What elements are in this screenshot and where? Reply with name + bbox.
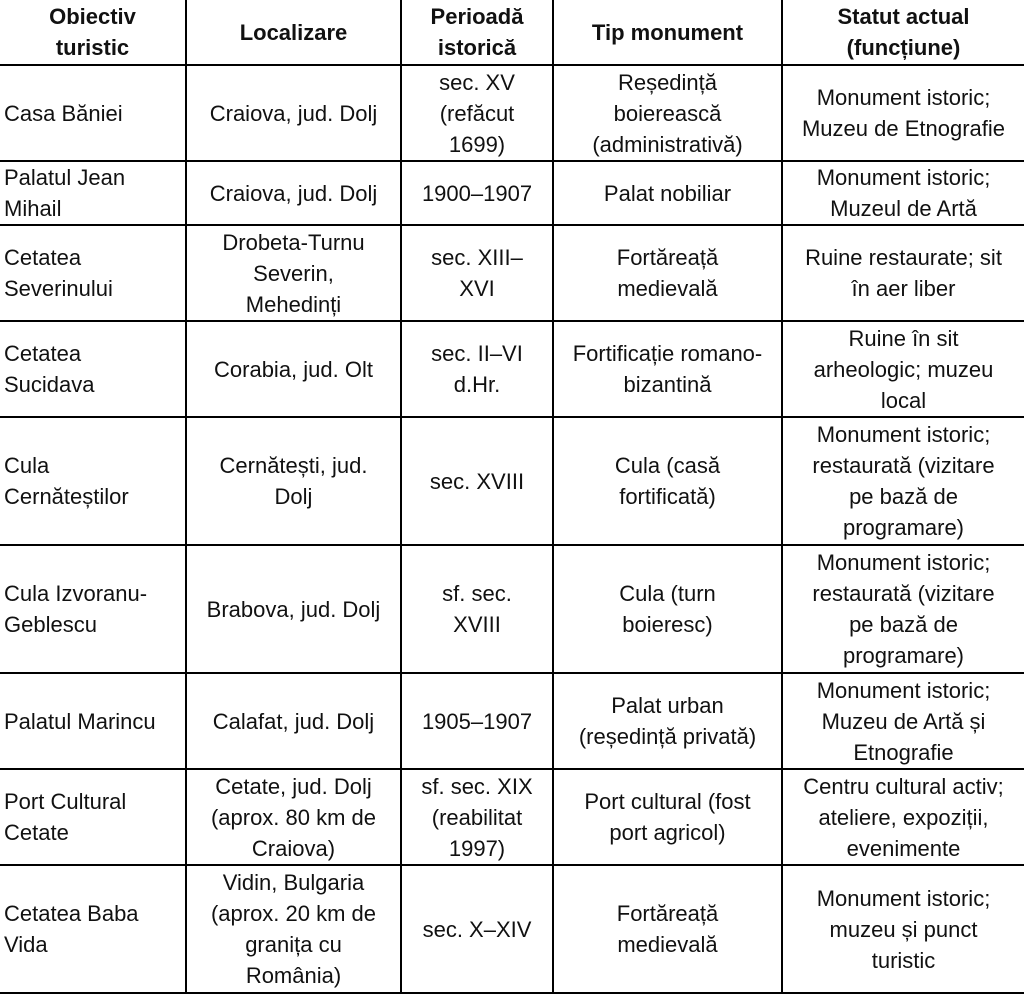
- cell-tip: Reședință boierească (administrativă): [553, 65, 782, 161]
- cell-tip: Port cultural (fost port agricol): [553, 769, 782, 865]
- cell-obiectiv: Palatul Marincu: [0, 673, 186, 769]
- cell-tip: Fortăreață medievală: [553, 865, 782, 993]
- cell-statut: Monument istoric; restaurată (vizitare pe bază de programare): [782, 417, 1024, 545]
- header-localizare: Localizare: [186, 0, 401, 65]
- cell-perioada: sf. sec. XIX (reabilitat 1997): [401, 769, 553, 865]
- cell-obiectiv: Cula Izvoranu- Geblescu: [0, 545, 186, 673]
- cell-obiectiv: Cetatea Severinului: [0, 225, 186, 321]
- cell-statut: Monument istoric; muzeu și punct turistic: [782, 865, 1024, 993]
- cell-perioada: sf. sec. XVIII: [401, 545, 553, 673]
- cell-localizare: Vidin, Bulgaria (aprox. 20 km de granița cu România): [186, 865, 401, 993]
- cell-statut: Monument istoric; Muzeu de Etnografie: [782, 65, 1024, 161]
- cell-obiectiv: Cetatea Baba Vida: [0, 865, 186, 993]
- header-tip: Tip monument: [553, 0, 782, 65]
- cell-perioada: sec. X–XIV: [401, 865, 553, 993]
- cell-statut: Monument istoric; restaurată (vizitare pe bază de programare): [782, 545, 1024, 673]
- cell-perioada: sec. II–VI d.Hr.: [401, 321, 553, 417]
- header-obiectiv: Obiectiv turistic: [0, 0, 186, 65]
- table-row: [0, 161, 1024, 225]
- cell-obiectiv: Cula Cernăteștilor: [0, 417, 186, 545]
- cell-localizare: Calafat, jud. Dolj: [186, 673, 401, 769]
- cell-statut: Monument istoric; Muzeul de Artă: [782, 161, 1024, 225]
- cell-localizare: Corabia, jud. Olt: [186, 321, 401, 417]
- cell-obiectiv: Port Cultural Cetate: [0, 769, 186, 865]
- cell-tip: Palat nobiliar: [553, 161, 782, 225]
- cell-localizare: Brabova, jud. Dolj: [186, 545, 401, 673]
- cell-obiectiv: Palatul Jean Mihail: [0, 161, 186, 225]
- cell-perioada: sec. XVIII: [401, 417, 553, 545]
- table-row: [0, 545, 1024, 673]
- cell-perioada: sec. XV (refăcut 1699): [401, 65, 553, 161]
- cell-perioada: sec. XIII– XVI: [401, 225, 553, 321]
- cell-localizare: Drobeta-Turnu Severin, Mehedinți: [186, 225, 401, 321]
- cell-tip: Fortăreață medievală: [553, 225, 782, 321]
- cell-localizare: Craiova, jud. Dolj: [186, 65, 401, 161]
- table-row: [0, 865, 1024, 993]
- table-row: [0, 417, 1024, 545]
- cell-perioada: 1900–1907: [401, 161, 553, 225]
- cell-localizare: Cetate, jud. Dolj (aprox. 80 km de Craiova): [186, 769, 401, 865]
- table-row: [0, 321, 1024, 417]
- header-statut: Statut actual (funcțiune): [782, 0, 1024, 65]
- cell-localizare: Craiova, jud. Dolj: [186, 161, 401, 225]
- cell-statut: Ruine în sit arheologic; muzeu local: [782, 321, 1024, 417]
- cell-tip: Fortificație romano- bizantină: [553, 321, 782, 417]
- cell-perioada: 1905–1907: [401, 673, 553, 769]
- table-row: [0, 673, 1024, 769]
- cell-statut: Centru cultural activ; ateliere, expoziții, evenimente: [782, 769, 1024, 865]
- cell-statut: Monument istoric; Muzeu de Artă și Etnografie: [782, 673, 1024, 769]
- header-row: [0, 0, 1024, 65]
- cell-statut: Ruine restaurate; sit în aer liber: [782, 225, 1024, 321]
- header-perioada: Perioadă istorică: [401, 0, 553, 65]
- table-row: [0, 225, 1024, 321]
- cell-localizare: Cernătești, jud. Dolj: [186, 417, 401, 545]
- cell-tip: Cula (casă fortificată): [553, 417, 782, 545]
- cell-obiectiv: Cetatea Sucidava: [0, 321, 186, 417]
- cell-tip: Cula (turn boieresc): [553, 545, 782, 673]
- cell-tip: Palat urban (reședință privată): [553, 673, 782, 769]
- cell-obiectiv: Casa Băniei: [0, 65, 186, 161]
- table-row: [0, 65, 1024, 161]
- table-row: [0, 769, 1024, 865]
